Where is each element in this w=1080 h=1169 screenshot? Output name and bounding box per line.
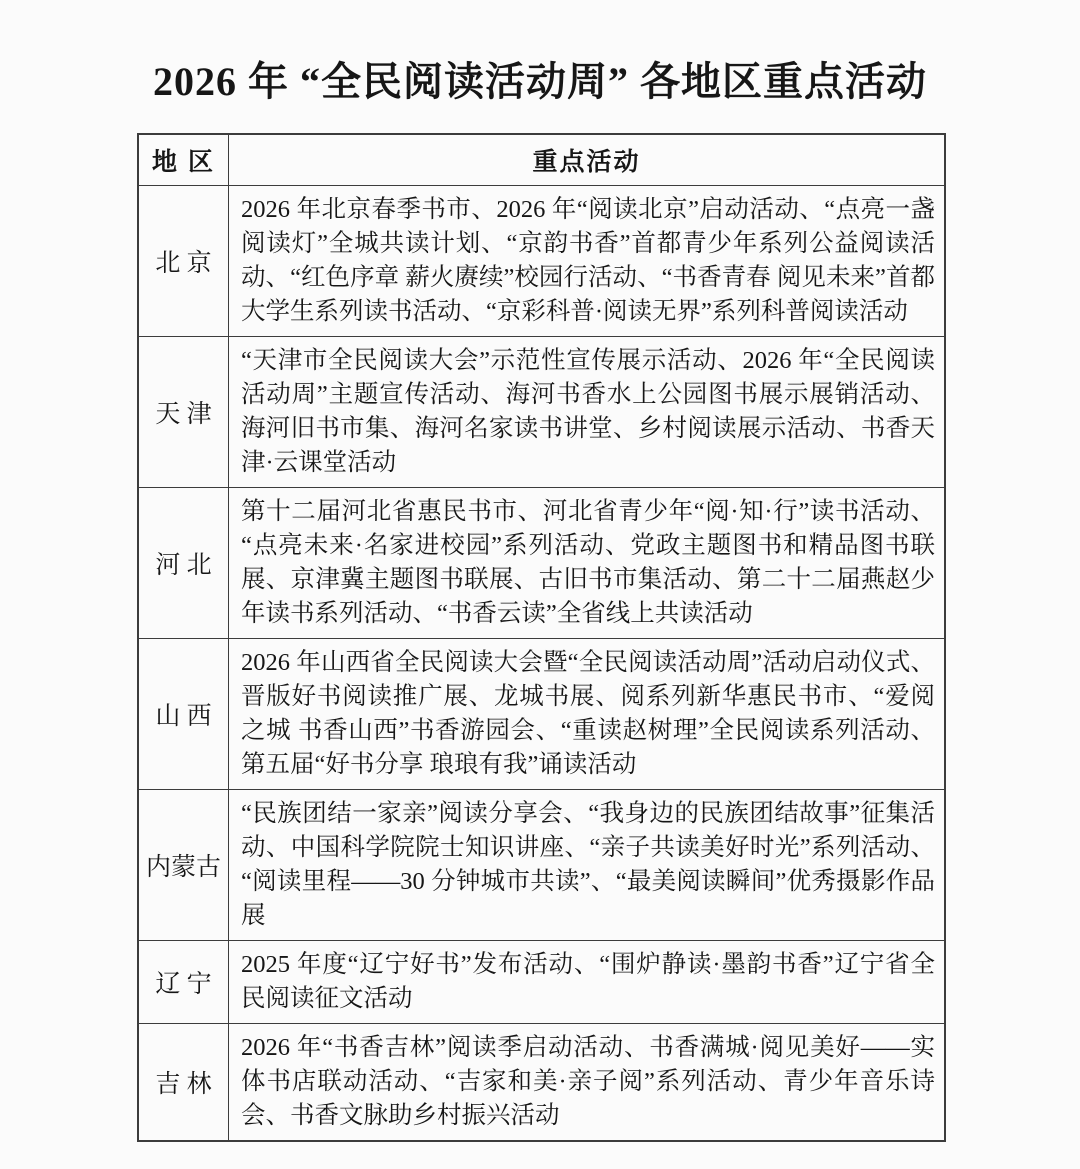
region-cell: 内蒙古 [138, 790, 229, 941]
table-row-neimenggu [138, 790, 945, 941]
activities-cell: 2025 年度“辽宁好书”发布活动、“围炉静读·墨韵书香”辽宁省全民阅读征文活动 [229, 941, 946, 1024]
region-cell: 北 京 [138, 186, 229, 337]
header-activities: 重点活动 [229, 134, 946, 186]
table-row-hebei [138, 488, 945, 639]
header-region: 地 区 [138, 134, 229, 186]
region-cell: 河 北 [138, 488, 229, 639]
activities-cell: “天津市全民阅读大会”示范性宣传展示活动、2026 年“全民阅读活动周”主题宣传活动、海河书香水上公园图书展示展销活动、海河旧书市集、海河名家读书讲堂、乡村阅读展示活动、书香天津·云课堂活动 [229, 337, 946, 488]
document-title: 2026 年 “全民阅读活动周” 各地区重点活动 [153, 59, 927, 104]
table-row-beijing [138, 186, 945, 337]
table-row-jilin [138, 1024, 945, 1142]
table-row-tianjin [138, 337, 945, 488]
region-cell: 辽 宁 [138, 941, 229, 1024]
region-cell: 吉 林 [138, 1024, 229, 1142]
activities-cell: 2026 年“书香吉林”阅读季启动活动、书香满城·阅见美好——实体书店联动活动、“吉家和美·亲子阅”系列活动、青少年音乐诗会、书香文脉助乡村振兴活动 [229, 1024, 946, 1142]
activities-cell: 2026 年山西省全民阅读大会暨“全民阅读活动周”活动启动仪式、晋版好书阅读推广展、龙城书展、阅系列新华惠民书市、“爱阅之城 书香山西”书香游园会、“重读赵树理”全民阅读系列活动、第五届“好书分享 琅琅有我”诵读活动 [229, 639, 946, 790]
header-row [138, 134, 945, 186]
region-cell: 天 津 [138, 337, 229, 488]
activities-cell: “民族团结一家亲”阅读分享会、“我身边的民族团结故事”征集活动、中国科学院院士知识讲座、“亲子共读美好时光”系列活动、“阅读里程——30 分钟城市共读”、“最美阅读瞬间”优秀摄影作品展 [229, 790, 946, 941]
activities-cell: 2026 年北京春季书市、2026 年“阅读北京”启动活动、“点亮一盏阅读灯”全城共读计划、“京韵书香”首都青少年系列公益阅读活动、“红色序章 薪火赓续”校园行活动、“书香青春 阅见未来”首都大学生系列读书活动、“京彩科普·阅读无界”系列科普阅读活动 [229, 186, 946, 337]
region-cell: 山 西 [138, 639, 229, 790]
activities-cell: 第十二届河北省惠民书市、河北省青少年“阅·知·行”读书活动、“点亮未来·名家进校园”系列活动、党政主题图书和精品图书联展、京津冀主题图书联展、古旧书市集活动、第二十二届燕赵少年读书系列活动、“书香云读”全省线上共读活动 [229, 488, 946, 639]
table-row-liaoning [138, 941, 945, 1024]
table-row-shanxi [138, 639, 945, 790]
activities-table [137, 133, 946, 1142]
